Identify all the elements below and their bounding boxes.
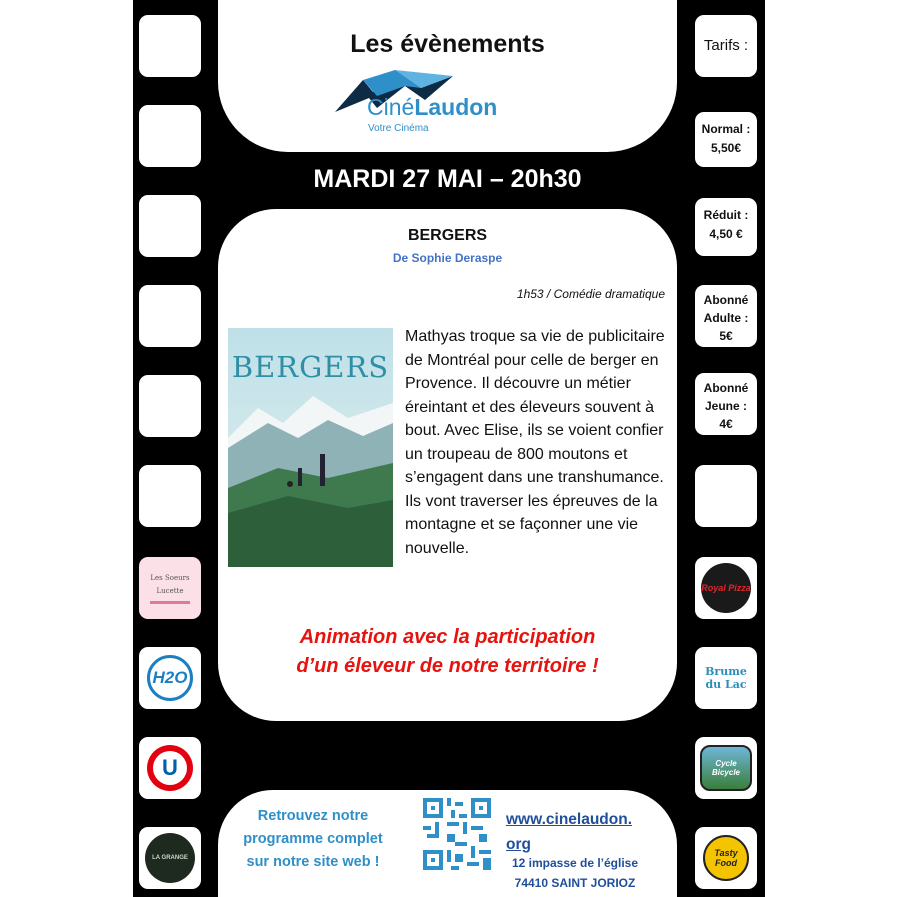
sponsor-royal-text: Royal Pizza bbox=[701, 563, 751, 613]
address-line-2: 74410 SAINT JORIOZ bbox=[514, 876, 636, 890]
sponsor-logo-grange bbox=[139, 827, 201, 889]
tarif-price: 5,50€ bbox=[710, 141, 742, 155]
footer-panel bbox=[218, 790, 677, 897]
animation-line-2: d’un éleveur de notre territoire ! bbox=[296, 655, 599, 677]
tarif-reduit bbox=[695, 198, 757, 256]
tarifs-heading: Tarifs : bbox=[695, 15, 757, 77]
brand-subtitle: Votre Cinéma bbox=[368, 123, 429, 134]
tarif-price: 4€ bbox=[719, 417, 733, 431]
film-synopsis: Mathyas troque sa vie de publicitaire de Montréal pour celle de berger en Provence. Il découvre un métier éreintant et des éleveurs souvent à bout. Avec Elise, ils se voient confier un troupeau de 800 moutons et s’engagent dans une transhumance. Ils vont traverser les épreuves de la montagne et se façonner une vie nouvelle. bbox=[405, 328, 665, 557]
tarif-label: Abonné Jeune : bbox=[703, 381, 749, 413]
sponsor-cycle-text: Cycle Bicycle bbox=[700, 745, 752, 791]
tarif-label: Normal : bbox=[701, 122, 751, 136]
film-hole bbox=[139, 465, 201, 527]
film-hole bbox=[139, 195, 201, 257]
program-text: Retrouvez notre programme complet sur notre site web ! bbox=[243, 808, 383, 870]
animation-line-1: Animation avec la participation bbox=[299, 626, 596, 648]
film-director: De Sophie Deraspe bbox=[392, 251, 503, 265]
film-hole bbox=[139, 15, 201, 77]
sponsor-lucette-name: Les Soeurs Lucette bbox=[150, 574, 190, 595]
page-title: Les évènements bbox=[350, 30, 545, 58]
tarif-label: Abonné Adulte : bbox=[703, 293, 749, 325]
film-hole bbox=[139, 375, 201, 437]
sponsor-tasty-text: Tasty Food bbox=[703, 835, 749, 881]
film-hole bbox=[139, 105, 201, 167]
address-line-1: 12 impasse de l’église bbox=[511, 856, 639, 870]
poster-title: BERGERS bbox=[231, 350, 390, 384]
sponsor-logo-cycle bbox=[695, 737, 757, 799]
tarif-abonne-jeune bbox=[695, 373, 757, 435]
header-panel bbox=[218, 0, 677, 152]
sponsor-logo-tasty bbox=[695, 827, 757, 889]
film-meta: 1h53 / Comédie dramatique bbox=[516, 287, 665, 301]
sponsor-logo-royal-pizza bbox=[695, 557, 757, 619]
sponsor-brume-text: Brume du Lac bbox=[705, 665, 747, 691]
animation-announcement bbox=[218, 623, 677, 681]
sponsor-logo-lucette bbox=[139, 557, 201, 619]
sponsor-u-text: U bbox=[153, 751, 187, 785]
sponsor-logo-u bbox=[139, 737, 201, 799]
website-link[interactable] bbox=[506, 807, 632, 857]
sponsor-grange-text: LA GRANGE bbox=[145, 833, 195, 883]
brand-laudon: Laudon bbox=[414, 94, 498, 120]
film-panel bbox=[218, 209, 677, 721]
sponsor-logo-h2o bbox=[139, 647, 201, 709]
website-line-2: org bbox=[506, 836, 531, 853]
tarif-label: Réduit : bbox=[703, 208, 749, 222]
website-line-1: www.cinelaudon. bbox=[506, 811, 633, 828]
event-date: MARDI 27 MAI – 20h30 bbox=[313, 165, 582, 193]
qr-code[interactable] bbox=[423, 798, 491, 870]
film-hole bbox=[695, 465, 757, 527]
tarif-price: 5€ bbox=[719, 329, 733, 343]
film-title: BERGERS bbox=[407, 227, 488, 244]
sponsor-h2o-text: H2O bbox=[147, 655, 193, 701]
sponsor-logo-brume bbox=[695, 647, 757, 709]
film-hole bbox=[139, 285, 201, 347]
film-poster bbox=[228, 328, 393, 567]
tarif-price: 4,50 € bbox=[709, 227, 743, 241]
brand-cine: Ciné bbox=[367, 94, 415, 120]
tarif-abonne-adulte bbox=[695, 285, 757, 347]
tarif-normal bbox=[695, 112, 757, 167]
address bbox=[500, 853, 650, 893]
qr-code-icon bbox=[423, 798, 491, 870]
cinelaudon-logo bbox=[335, 66, 515, 142]
